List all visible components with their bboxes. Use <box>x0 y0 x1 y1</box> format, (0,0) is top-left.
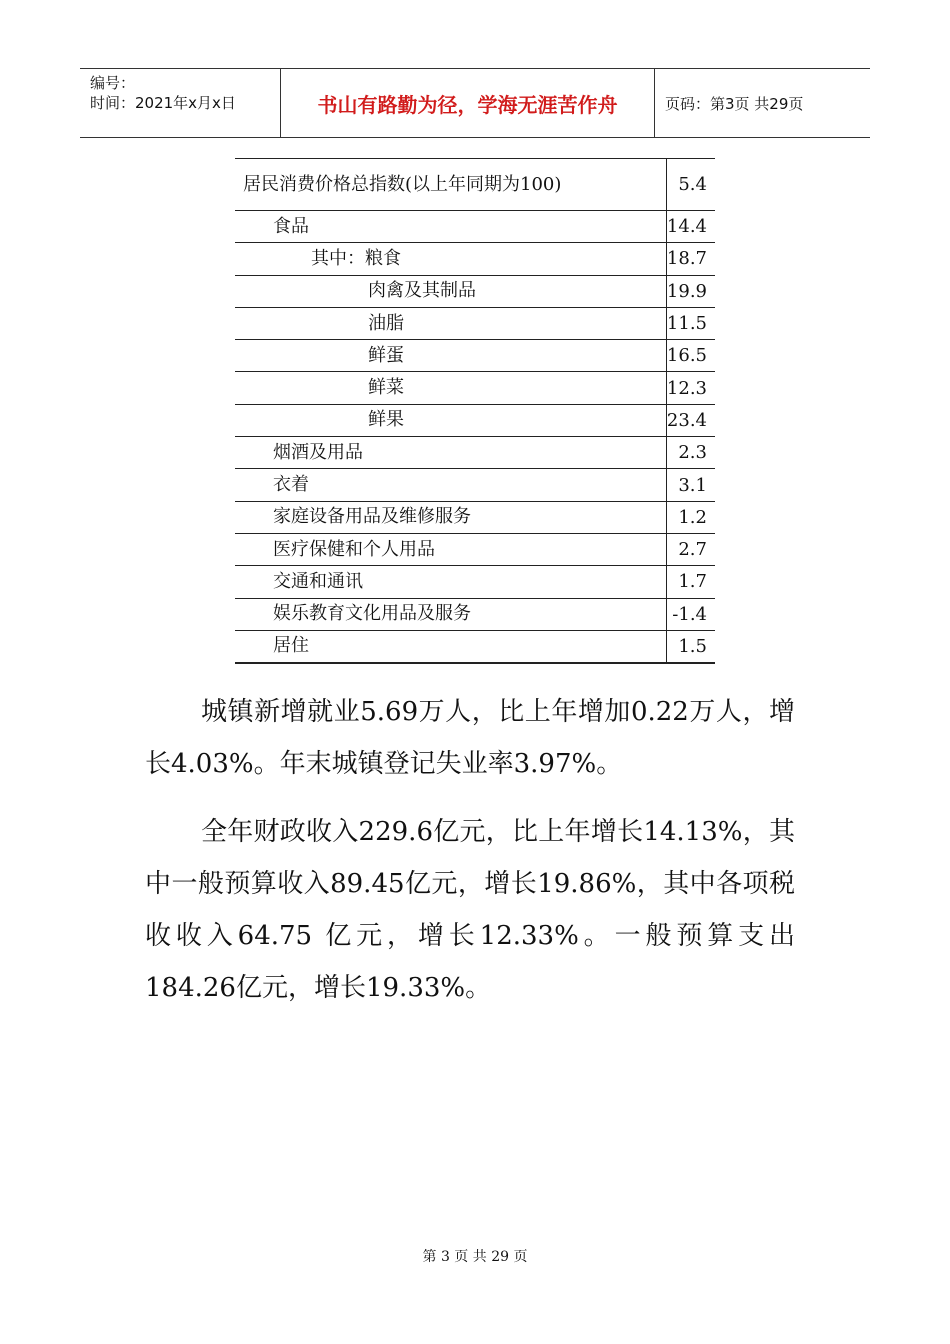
table-row <box>235 469 715 501</box>
row-value: 1.7 <box>666 566 715 598</box>
document-number-label: 编号： <box>90 74 136 92</box>
row-value: 12.3 <box>666 372 715 404</box>
header-meta <box>80 69 281 137</box>
cpi-table <box>235 158 715 664</box>
row-label: 居住 <box>235 630 666 662</box>
table-row <box>235 437 715 469</box>
row-label: 交通和通讯 <box>235 566 666 598</box>
row-label: 烟酒及用品 <box>235 437 666 469</box>
row-label: 食品 <box>235 211 666 243</box>
page-footer: 第 3 页 共 29 页 <box>422 1249 528 1265</box>
table-row <box>235 307 715 339</box>
table-row <box>235 404 715 436</box>
row-value: 3.1 <box>666 469 715 501</box>
table-row <box>235 211 715 243</box>
document-time-label: 时间：2021年x月x日 <box>90 94 236 112</box>
row-value: 23.4 <box>666 404 715 436</box>
row-value: 1.5 <box>666 630 715 662</box>
table-row <box>235 340 715 372</box>
row-value: 2.3 <box>666 437 715 469</box>
row-value: 19.9 <box>666 275 715 307</box>
finance-paragraph: 全年财政收入229.6亿元，比上年增长14.13%，其中一般预算收入89.45亿元，增长19.86%，其中各项税收收入64.75 亿元，增长12.33%。一般预算支出184.26亿元，增长19.33%。 <box>145 817 795 1003</box>
row-value: -1.4 <box>666 598 715 630</box>
row-value: 5.4 <box>666 159 715 211</box>
table-row <box>235 598 715 630</box>
row-label: 娱乐教育文化用品及服务 <box>235 598 666 630</box>
header-page-info: 页码：第3页 共29页 <box>665 94 804 113</box>
table-row <box>235 372 715 404</box>
table-row <box>235 159 715 211</box>
row-value: 1.2 <box>666 501 715 533</box>
row-label: 肉禽及其制品 <box>235 275 666 307</box>
table-row <box>235 243 715 275</box>
page-header <box>80 68 870 138</box>
row-label: 家庭设备用品及维修服务 <box>235 501 666 533</box>
table-row <box>235 501 715 533</box>
row-value: 11.5 <box>666 307 715 339</box>
row-value: 16.5 <box>666 340 715 372</box>
row-label: 鲜果 <box>235 404 666 436</box>
row-label: 居民消费价格总指数(以上年同期为100) <box>235 159 666 211</box>
row-label: 鲜菜 <box>235 372 666 404</box>
row-label: 医疗保健和个人用品 <box>235 533 666 565</box>
row-label: 衣着 <box>235 469 666 501</box>
row-label: 鲜蛋 <box>235 340 666 372</box>
table-row <box>235 630 715 662</box>
row-label: 油脂 <box>235 307 666 339</box>
row-value: 2.7 <box>666 533 715 565</box>
table-row <box>235 566 715 598</box>
header-motto: 书山有路勤为径，学海无涯苦作舟 <box>281 69 655 137</box>
table-row <box>235 533 715 565</box>
row-label: 其中：粮食 <box>235 243 666 275</box>
table-row <box>235 275 715 307</box>
row-value: 18.7 <box>666 243 715 275</box>
employment-paragraph: 城镇新增就业5.69万人，比上年增加0.22万人，增长4.03%。年末城镇登记失业率3.97%。 <box>145 697 795 779</box>
row-value: 14.4 <box>666 211 715 243</box>
